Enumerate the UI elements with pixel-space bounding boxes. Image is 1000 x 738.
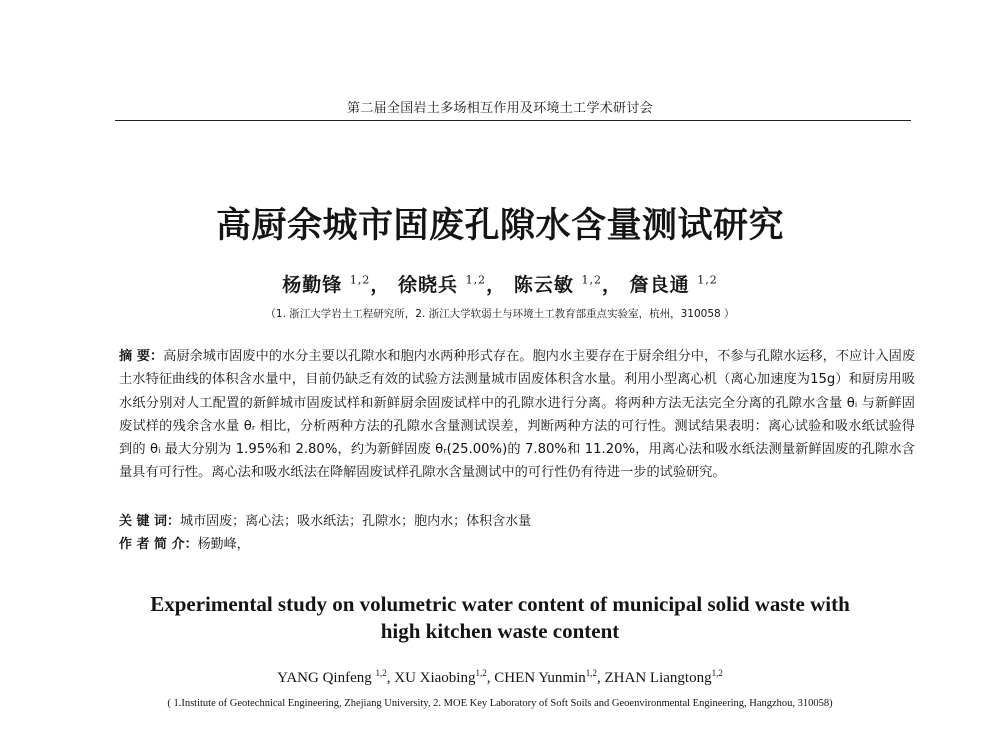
author-en: CHEN Yunmin$^{1,2}$, xyxy=(494,668,605,686)
author-bio-label: 作 者 简 介： xyxy=(119,537,198,552)
affiliation-en: ( 1.Institute of Geotechnical Engineering, Zhejiang University, 2. MOE Key Laboratory of Soft Soils and Geoenvironmental Engineering, Hangzhou, 310058) xyxy=(167,698,833,709)
authors-zh xyxy=(0,270,1000,297)
authors-en xyxy=(0,668,1000,687)
conference-header: 第二届全国岩土多场相互作用及环境土工学术研讨会 xyxy=(347,101,653,116)
abstract xyxy=(119,345,915,485)
author-bio xyxy=(119,533,915,552)
author-en: YANG Qinfeng $^{1,2}$, xyxy=(277,668,395,686)
author-en: ZHAN Liangtong$^{1,2}$ xyxy=(604,668,723,686)
keywords-label: 关 键 词： xyxy=(119,514,181,529)
keywords xyxy=(119,510,915,529)
title-en-line: high kitchen waste content xyxy=(380,619,620,643)
author-en: XU Xiaobing$^{1,2}$, xyxy=(394,668,495,686)
header-rule xyxy=(115,120,911,121)
author-zh: 杨勤锋 $^{1,2}$， xyxy=(282,273,391,296)
abstract-text: 高厨余城市固废中的水分主要以孔隙水和胞内水两种形式存在。胞内水主要存在于厨余组分中，不参与孔隙水运移，不应计入固废土水特征曲线的体积含水量中，目前仍缺乏有效的试验方法测量城市固废体积含水量。利用小型离心机（离心加速度为15g）和厨房用吸水纸分别对人工配置的新鲜城市固废试样和新鲜厨余固废试样中的孔隙水进行分离。将两种方法无法完全分离的孔隙水含量 θᵢ 与新鲜固废试样的残余含水量 θᵣ 相比，分析两种方法的孔隙水含量测试误差，判断两种方法的可行性。测试结果表明：离心试验和吸水纸试验得到的 θᵢ 最大分别为 1.95%和 2.80%，约为新鲜固废 θᵣ(25.00%)的 7.80%和 11.20%，用离心法和吸水纸法测量新鲜固废的孔隙水含量具有可行性。离心法和吸水纸法在降解固废试样孔隙水含量测试中的可行性仍有待进一步的试验研究。 xyxy=(119,349,915,481)
paper-title-en xyxy=(0,591,1000,645)
affiliation-zh: （1. 浙江大学岩土工程研究所，2. 浙江大学软弱土与环境土工教育部重点实验室，杭州，310058 ） xyxy=(265,308,735,320)
abstract-label: 摘 要： xyxy=(119,349,164,364)
author-zh: 陈云敏 $^{1,2}$， xyxy=(513,273,622,296)
keywords-text: 城市固废；离心法；吸水纸法；孔隙水；胞内水；体积含水量 xyxy=(180,514,532,529)
author-zh: 詹良通 $^{1,2}$ xyxy=(629,273,718,296)
paper-title-zh: 高厨余城市固废孔隙水含量测试研究 xyxy=(215,206,784,246)
author-bio-text: 杨勤峰， xyxy=(197,537,250,552)
author-zh: 徐晓兵 $^{1,2}$， xyxy=(398,273,507,296)
title-en-line: Experimental study on volumetric water content of municipal solid waste with xyxy=(150,592,850,616)
